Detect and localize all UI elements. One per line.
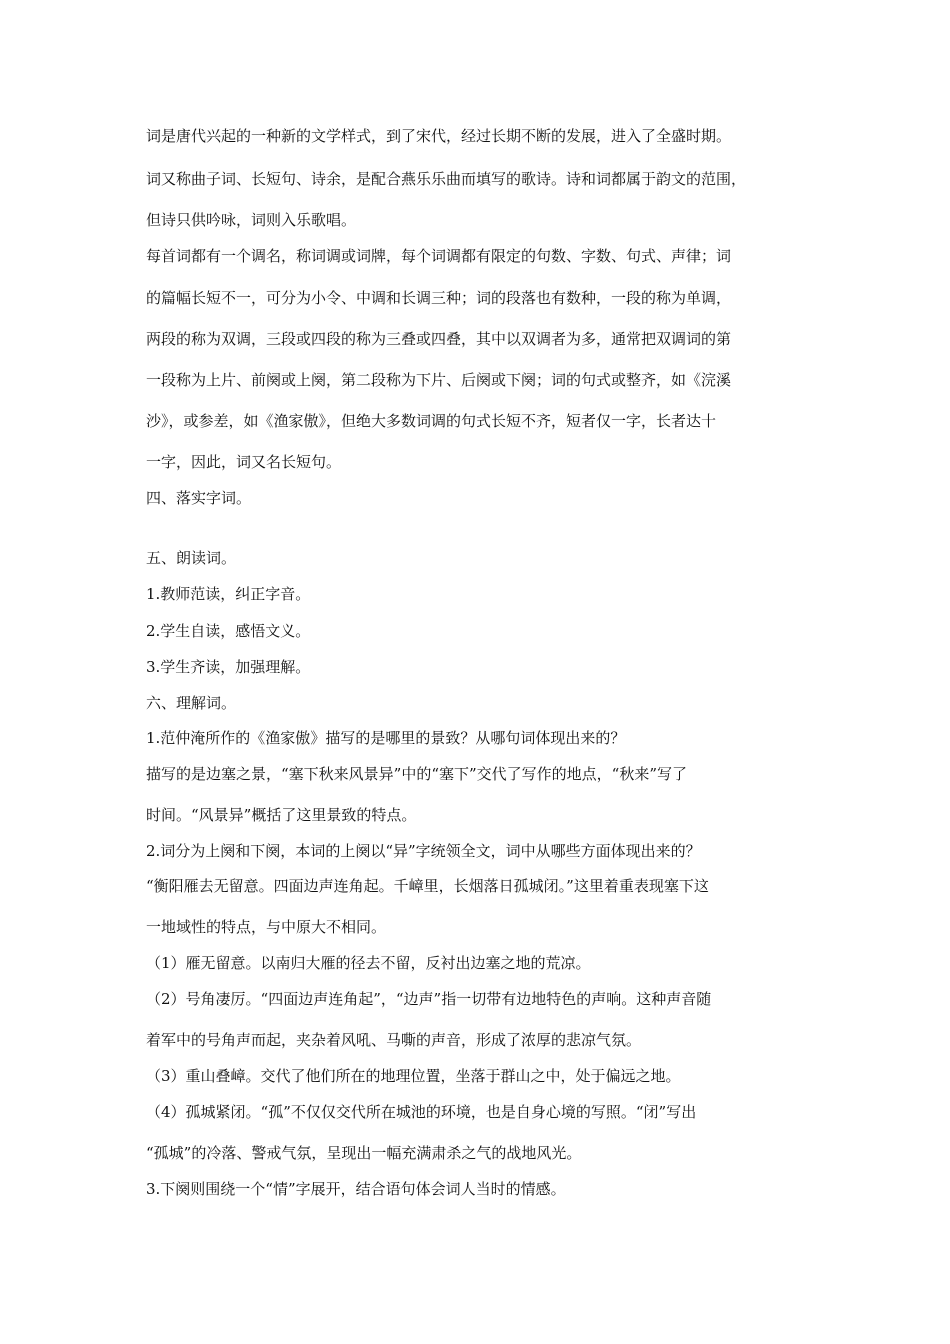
question: 1.范仲淹所作的《渔家傲》描写的是哪里的景致？从哪句词体现出来的？	[146, 729, 626, 747]
text-line: 的篇幅长短不一，可分为小令、中调和长调三种；词的段落也有数种，一段的称为单调，	[146, 289, 732, 307]
text-line: 着军中的号角声而起，夹杂着风吼、马嘶的声音，形成了浓厚的悲凉气氛。	[146, 1031, 642, 1049]
text-line: 词是唐代兴起的一种新的文学样式，到了宋代，经过长期不断的发展，进入了全盛时期。	[146, 127, 732, 145]
text-line: “衡阳雁去无留意。四面边声连角起。千嶂里，长烟落日孤城闭。”这里着重表现塞下这	[146, 877, 709, 895]
list-item: 2.学生自读，感悟文义。	[146, 622, 311, 640]
text-line: 但诗只供吟咏，词则入乐歌唱。	[146, 211, 357, 229]
section-heading: 六、理解词。	[146, 694, 237, 712]
text-line: 每首词都有一个调名，称词调或词牌，每个词调都有限定的句数、字数、句式、声律；词	[146, 247, 732, 265]
question: 3.下阕则围绕一个“情”字展开，结合语句体会词人当时的情感。	[146, 1180, 566, 1198]
text-line: 两段的称为双调，三段或四段的称为三叠或四叠，其中以双调者为多，通常把双调词的第	[146, 330, 732, 348]
section-heading: 四、落实字词。	[146, 489, 252, 507]
text-line: 沙》，或参差，如《渔家傲》，但绝大多数词调的句式长短不齐，短者仅一字，长者达十	[146, 412, 717, 430]
list-item: （2）号角凄厉。“四面边声连角起”，“边声”指一切带有边地特色的声响。这种声音随	[146, 990, 712, 1008]
list-item: （3）重山叠嶂。交代了他们所在的地理位置，坐落于群山之中，处于偏远之地。	[146, 1067, 681, 1085]
question: 2.词分为上阕和下阕，本词的上阕以“异”字统领全文，词中从哪些方面体现出来的？	[146, 842, 701, 860]
list-item: （4）孤城紧闭。“孤”不仅仅交代所在城池的环境，也是自身心境的写照。“闭”写出	[146, 1103, 697, 1121]
text-line: 描写的是边塞之景，“塞下秋来风景异”中的“塞下”交代了写作的地点，“秋来”写了	[146, 765, 688, 783]
list-item: （1）雁无留意。以南归大雁的径去不留，反衬出边塞之地的荒凉。	[146, 954, 591, 972]
section-heading: 五、朗读词。	[146, 549, 237, 567]
text-line: 时间。“风景异”概括了这里景致的特点。	[146, 806, 417, 824]
text-line: “孤城”的冷落、警戒气氛，呈现出一幅充满肃杀之气的战地风光。	[146, 1144, 582, 1162]
list-item: 1.教师范读，纠正字音。	[146, 585, 311, 603]
text-line: 一字，因此，词又名长短句。	[146, 453, 342, 471]
text-line: 一地域性的特点，与中原大不相同。	[146, 918, 387, 936]
text-line: 一段称为上片、前阕或上阕，第二段称为下片、后阕或下阕；词的句式或整齐，如《浣溪	[146, 371, 732, 389]
text-line: 词又称曲子词、长短句、诗余，是配合燕乐乐曲而填写的歌诗。诗和词都属于韵文的范围，	[146, 170, 747, 188]
list-item: 3.学生齐读，加强理解。	[146, 658, 311, 676]
